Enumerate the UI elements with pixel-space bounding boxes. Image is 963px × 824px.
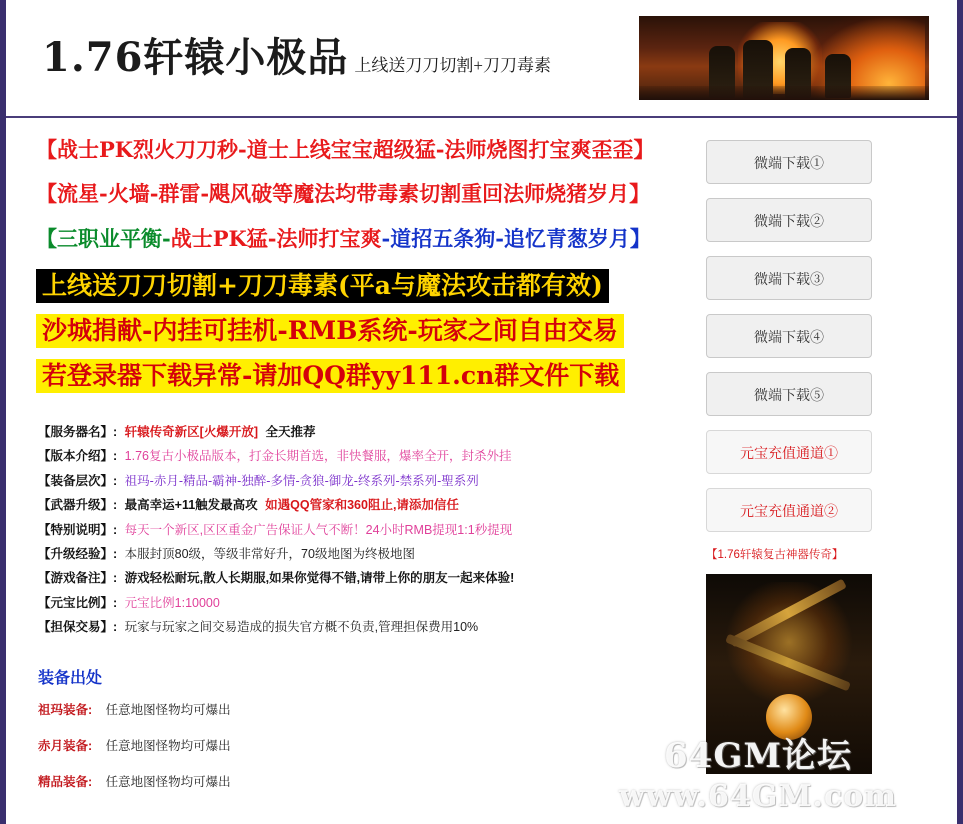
headline-3 (36, 225, 700, 253)
equipment-value: 任意地图怪物均可爆出 (105, 703, 231, 718)
spec-value: 最高幸运+11触发最高攻 (124, 498, 258, 513)
spec-value: 轩辕传奇新区[火爆开放] (124, 425, 258, 440)
headline-1 (36, 136, 700, 164)
page-subtitle: 上线送刀刀切割+刀刀毒素 (354, 56, 552, 75)
banner-line-1: 上线送刀刀切割+刀刀毒素(平a与魔法攻击都有效) (36, 269, 609, 303)
equipment-row (38, 736, 700, 754)
banner-line-2: 沙城捐献-内挂可挂机-RMB系统-玩家之间自由交易 (36, 314, 624, 348)
sidebar-art-image (706, 574, 872, 774)
header-banner-image (639, 16, 929, 100)
spec-value: 祖玛-赤月-精品-霸神-独醉-多情-贪狼-御龙-终系列-禁系列-聖系列 (124, 473, 479, 488)
headline-3-part-1: 【三职业平衡- (36, 225, 171, 251)
sidebar (700, 118, 957, 808)
spec-row (38, 615, 700, 639)
spec-key: 【升级经验】: (38, 546, 118, 561)
spec-value: 每天一个新区,区区重金广告保证人气不断！24小时RMB提现1:1秒提现 (124, 522, 513, 537)
spec-value: 玩家与玩家之间交易造成的损失官方概不负责,管理担保费用10% (124, 620, 479, 635)
art-orb (766, 694, 812, 740)
server-spec-list (38, 420, 700, 639)
spec-key: 【装备层次】: (38, 473, 118, 488)
spec-row (38, 493, 700, 517)
download-button-5[interactable]: 微端下载⑤ (706, 372, 872, 416)
recharge-button-1[interactable]: 元宝充值通道① (706, 430, 872, 474)
recharge-button-2[interactable]: 元宝充值通道② (706, 488, 872, 532)
watermark-line-2: www.64GM.com (619, 779, 897, 814)
spec-key: 【服务器名】: (38, 425, 118, 440)
equipment-value: 任意地图怪物均可爆出 (105, 775, 231, 790)
equipment-value: 任意地图怪物均可爆出 (105, 739, 231, 754)
headline-2 (36, 180, 700, 208)
sidebar-note: 【1.76轩辕复古神器传奇】 (706, 549, 844, 561)
equipment-key: 赤月装备: (38, 739, 93, 754)
download-button-3[interactable]: 微端下载③ (706, 256, 872, 300)
equipment-section-title: 装备出处 (38, 670, 103, 688)
spec-row (38, 518, 700, 542)
spec-row (38, 542, 700, 566)
watermark-line-1: 64GM论坛 (664, 736, 853, 776)
headline-3-part-3: -道招五条狗-追忆青葱岁月】 (381, 225, 651, 251)
spec-row (38, 444, 700, 468)
equipment-key: 祖玛装备: (38, 703, 93, 718)
equipment-key: 精品装备: (38, 775, 93, 790)
spec-value: 本服封顶80级，等级非常好升，70级地图为终极地图 (124, 546, 415, 561)
headline-1-text: 【战士PK烈火刀刀秒-道士上线宝宝超级猛-法师烧图打宝爽歪歪】 (36, 137, 655, 162)
spec-row (38, 469, 700, 493)
spec-row (38, 591, 700, 615)
equipment-row (38, 700, 700, 718)
spec-key: 【武器升级】: (38, 498, 118, 513)
spec-value-extra: 全天推荐 (265, 425, 316, 440)
spec-value: 游戏轻松耐玩,散人长期服,如果你觉得不错,请带上你的朋友一起来体验! (124, 571, 515, 586)
spec-value-extra: 如遇QQ管家和360阻止,请添加信任 (265, 498, 459, 513)
content-area (6, 118, 957, 808)
download-button-1[interactable]: 微端下载① (706, 140, 872, 184)
spec-key: 【担保交易】: (38, 620, 118, 635)
equipment-row (38, 772, 700, 790)
page-title: 1.76轩辕小极品 (42, 34, 349, 81)
spec-value: 元宝比例1:10000 (124, 595, 220, 610)
spec-key: 【游戏备注】: (38, 571, 118, 586)
main-column (6, 118, 700, 808)
spec-key: 【元宝比例】: (38, 595, 118, 610)
spec-key: 【版本介绍】: (38, 449, 118, 464)
banner-line-3: 若登录器下载异常-请加QQ群yy111.cn群文件下载 (36, 359, 625, 393)
headline-2-text: 【流星-火墙-群雷-飓风破等魔法均带毒素切割重回法师烧猪岁月】 (36, 181, 651, 207)
site-header (6, 0, 957, 118)
spec-value: 1.76复古小极品版本，打金长期首选，非快餐服，爆率全开，封杀外挂 (124, 449, 512, 464)
download-button-2[interactable]: 微端下载② (706, 198, 872, 242)
download-button-4[interactable]: 微端下载④ (706, 314, 872, 358)
banner-ground (639, 86, 929, 100)
spec-row (38, 566, 700, 590)
headline-3-part-2: 战士PK猛-法师打宝爽 (170, 225, 382, 251)
spec-row (38, 420, 700, 444)
spec-key: 【特别说明】: (38, 522, 118, 537)
brand (42, 26, 551, 83)
